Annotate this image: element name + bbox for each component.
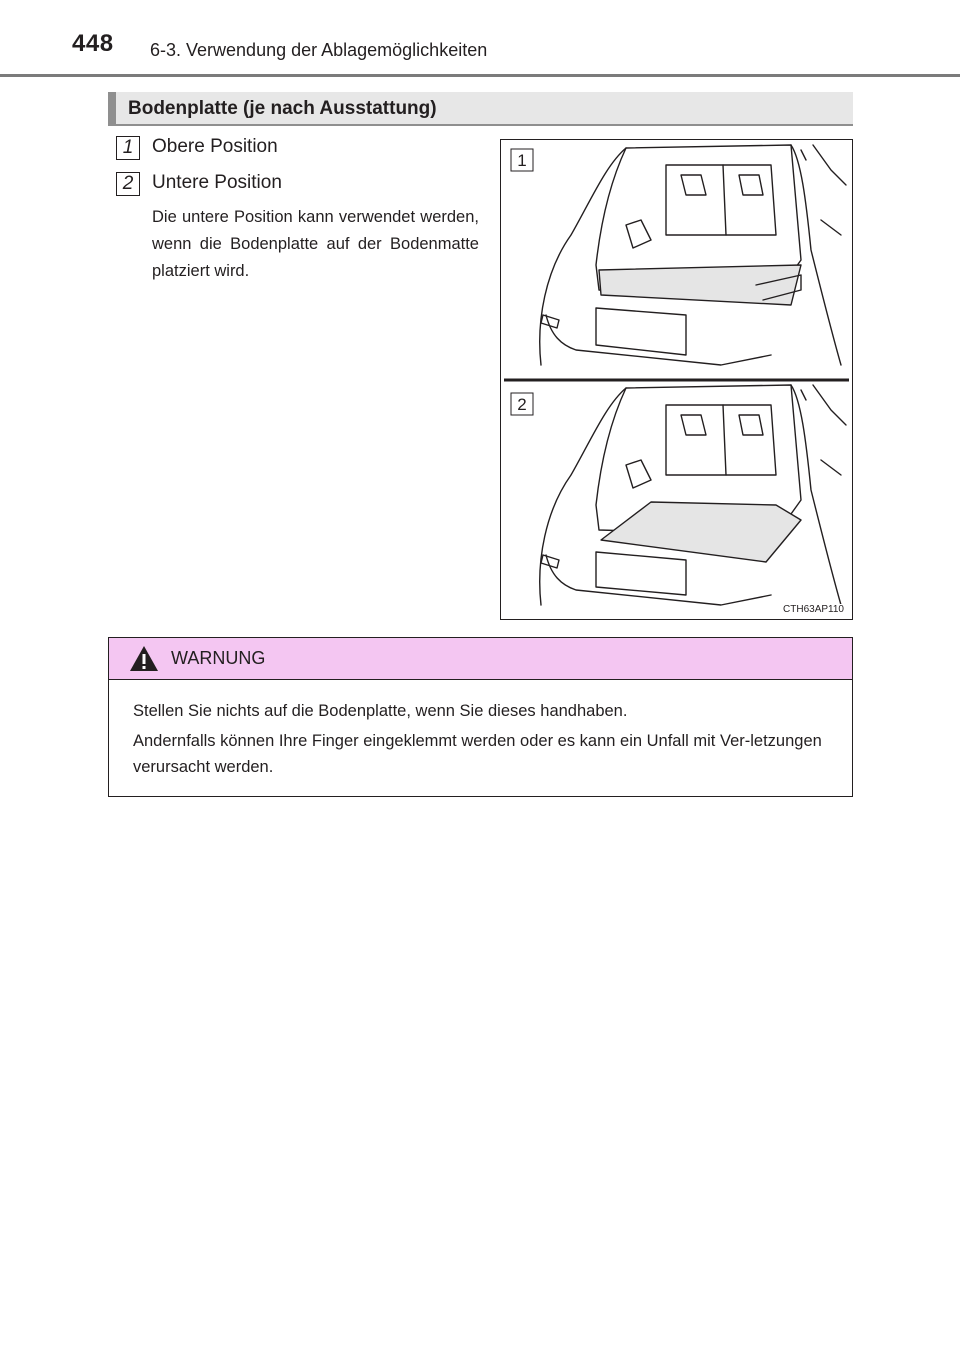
description-text: Die untere Position kann verwendet werden, wenn die Bodenplatte auf der Bodenmatte platziert wird. <box>152 208 479 280</box>
item-number-1: 1 <box>116 136 140 160</box>
upper-position-drawing <box>540 145 846 365</box>
warning-line-1: Stellen Sie nichts auf die Bodenplatte, wenn Sie dieses handhaben. <box>133 702 628 720</box>
item-number-2: 2 <box>116 172 140 196</box>
warning-box <box>108 637 853 797</box>
panel-1-label: 1 <box>517 151 527 170</box>
item-label-lower: Untere Position <box>152 172 282 193</box>
page-number: 448 <box>72 30 114 57</box>
section-title: Bodenplatte (je nach Ausstattung) <box>128 98 437 119</box>
trunk-illustration-drawing <box>501 140 852 619</box>
section-header <box>108 92 853 126</box>
warning-header <box>109 638 852 680</box>
chapter-title: 6-3. Verwendung der Ablagemöglichkeiten <box>150 40 488 60</box>
lower-position-drawing <box>540 385 846 605</box>
warning-line-2: Andernfalls können Ihre Finger eingeklemmt werden oder es kann ein Unfall mit Ver-letzungen verursacht werden. <box>133 732 822 776</box>
figure-code: CTH63AP110 <box>783 604 844 615</box>
header-rule <box>0 74 960 77</box>
warning-title: WARNUNG <box>171 648 266 668</box>
panel-2-label: 2 <box>517 395 527 414</box>
item-label-upper: Obere Position <box>152 136 278 157</box>
warning-triangle-icon <box>129 645 159 677</box>
trunk-illustration <box>500 139 853 620</box>
